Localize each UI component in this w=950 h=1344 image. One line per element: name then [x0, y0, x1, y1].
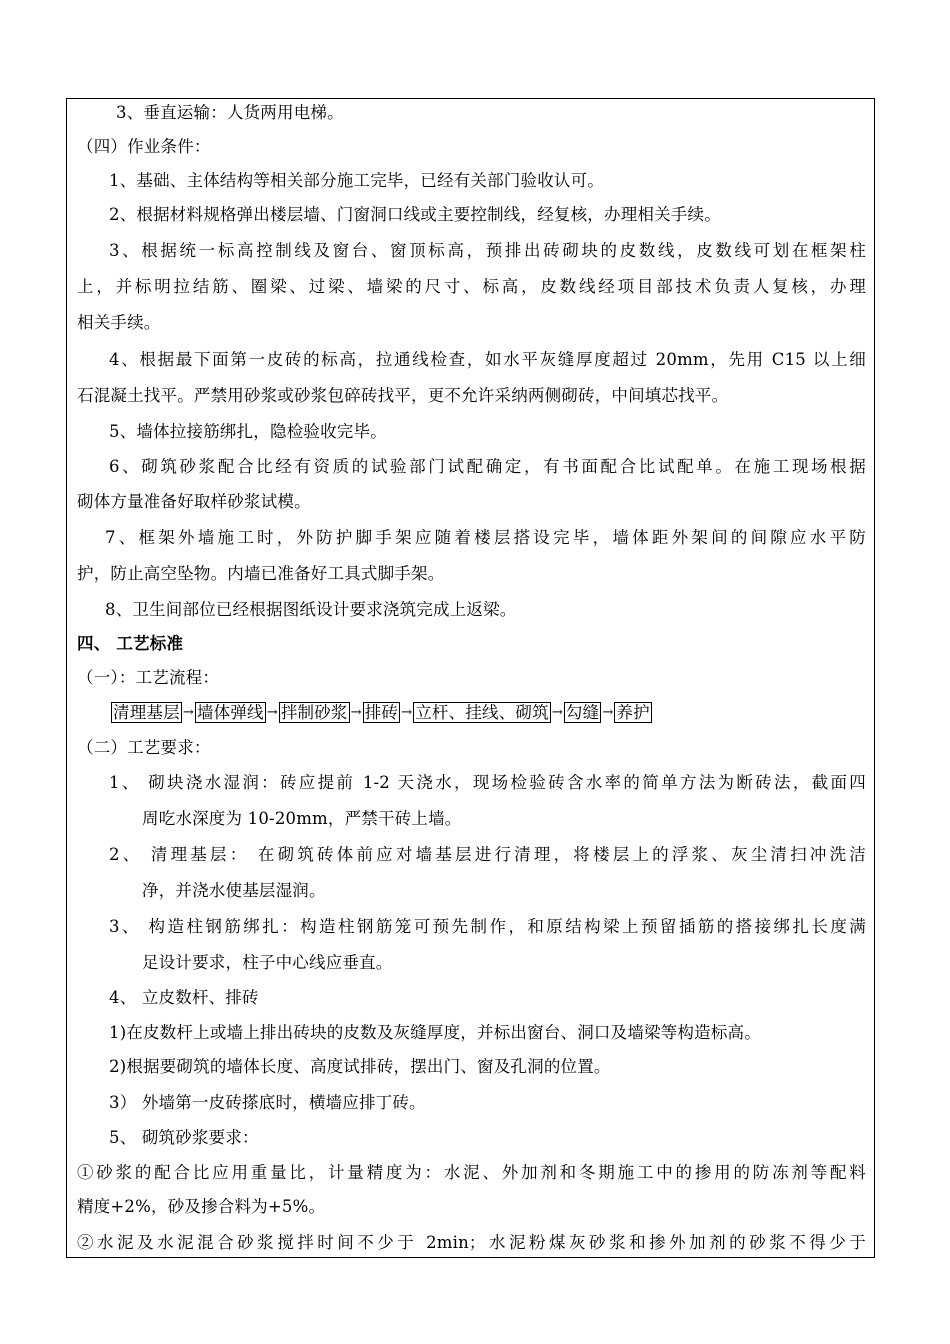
text-line: 护，防止高空坠物。内墙已准备好工具式脚手架。 — [77, 564, 445, 583]
text-line: 8、卫生间部位已经根据图纸设计要求浇筑完成上返梁。 — [105, 600, 517, 619]
text-line: ②水泥及水泥混合砂浆搅拌时间不少于 2min；水泥粉煤灰砂浆和掺外加剂的砂浆不得少于 — [77, 1233, 866, 1252]
text-line: 5、 砌筑砂浆要求： — [109, 1128, 259, 1147]
arrow-icon: → — [182, 704, 194, 720]
arrow-icon: → — [350, 704, 362, 720]
text-line: 精度+2%，砂及掺合料为+5%。 — [77, 1197, 326, 1216]
text-line: 足设计要求，柱子中心线应垂直。 — [142, 953, 393, 972]
text-line: 1)在皮数杆上或墙上排出砖块的皮数及灰缝厚度，并标出窗台、洞口及墙梁等构造标高。 — [109, 1023, 761, 1042]
flow-step: 墙体弹线 — [196, 703, 264, 722]
flow-step: 排砖 — [364, 703, 399, 722]
arrow-icon: → — [401, 704, 413, 720]
text-line: 4、根据最下面第一皮砖的标高，拉通线检查，如水平灰缝厚度超过 20mm，先用 C15 以上细 — [109, 350, 866, 369]
arrow-icon: → — [266, 704, 278, 720]
text-line: 1、 砌块浇水湿润：砖应提前 1-2 天浇水，现场检验砖含水率的简单方法为断砖法，截面四 — [109, 773, 866, 792]
flow-step: 清理基层 — [113, 703, 180, 722]
text-line: 3） 外墙第一皮砖搽底时，横墙应排丁砖。 — [109, 1093, 426, 1112]
text-line: 净，并浇水使基层湿润。 — [142, 881, 326, 900]
flow-step: 勾缝 — [565, 703, 600, 722]
text-line: 5、墙体拉接筋绑扎，隐检验收完毕。 — [109, 422, 387, 441]
process-flow — [111, 702, 866, 723]
text-line: 1、基础、主体结构等相关部分施工完毕，已经有关部门验收认可。 — [109, 171, 604, 190]
text-line: 3、 构造柱钢筋绑扎：构造柱钢筋笼可预先制作，和原结构梁上预留插筋的搭接绑扎长度满 — [109, 917, 866, 936]
section-heading: （二）工艺要求： — [77, 738, 211, 757]
chapter-heading: 四、 工艺标准 — [77, 634, 184, 653]
text-line: 相关手续。 — [77, 313, 161, 332]
text-line: 7、框架外墙施工时，外防护脚手架应随着楼层搭设完毕，墙体距外架间的间隙应水平防 — [105, 528, 866, 547]
section-heading: （一）：工艺流程： — [77, 668, 220, 687]
arrow-icon: → — [551, 704, 563, 720]
text-line: 周吃水深度为 10-20mm，严禁干砖上墙。 — [142, 809, 462, 828]
flow-step: 立杆、挂线、砌筑 — [415, 703, 549, 722]
text-line: 2)根据要砌筑的墙体长度、高度试排砖，摆出门、窗及孔洞的位置。 — [109, 1057, 611, 1076]
text-line: 3、根据统一标高控制线及窗台、窗顶标高，预排出砖砌块的皮数线，皮数线可划在框架柱 — [109, 241, 866, 260]
arrow-icon: → — [602, 704, 614, 720]
document-frame — [66, 98, 875, 1258]
text-line: 3、垂直运输：人货两用电梯。 — [116, 103, 344, 122]
section-heading: （四）作业条件： — [77, 137, 211, 156]
text-line: 2、 清理基层： 在砌筑砖体前应对墙基层进行清理，将楼层上的浮浆、灰尘清扫冲洗洁 — [109, 845, 866, 864]
text-line: 砌体方量准备好取样砂浆试模。 — [77, 492, 311, 511]
text-line: 4、 立皮数杆、排砖 — [109, 988, 259, 1007]
flow-step: 拌制砂浆 — [280, 703, 348, 722]
text-line: ①砂浆的配合比应用重量比，计量精度为：水泥、外加剂和冬期施工中的掺用的防冻剂等配料 — [77, 1163, 866, 1182]
text-line: 上，并标明拉结筋、圈梁、过梁、墙梁的尺寸、标高，皮数线经项目部技术负责人复核，办理 — [77, 277, 866, 296]
text-line: 石混凝土找平。严禁用砂浆或砂浆包碎砖找平，更不允许采纳两侧砌砖，中间填芯找平。 — [77, 386, 729, 405]
flow-step: 养护 — [616, 703, 650, 722]
text-line: 6、砌筑砂浆配合比经有资质的试验部门试配确定，有书面配合比试配单。在施工现场根据 — [109, 457, 866, 476]
text-line: 2、根据材料规格弹出楼层墙、门窗洞口线或主要控制线，经复核，办理相关手续。 — [109, 205, 721, 224]
